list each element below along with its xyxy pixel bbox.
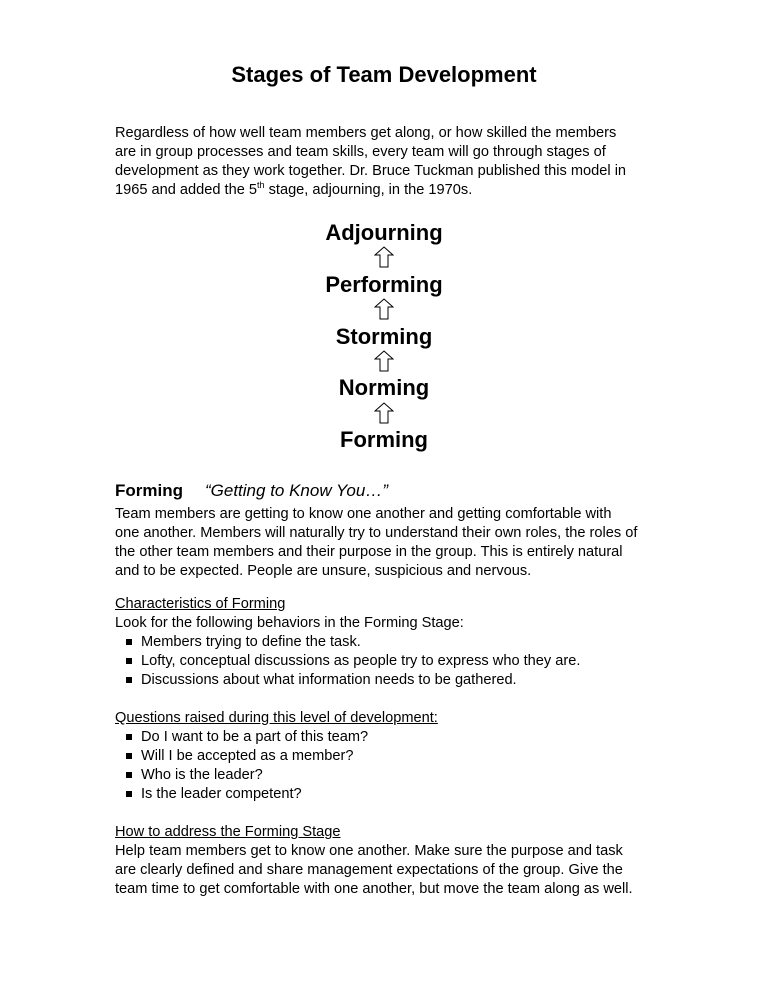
text-line: team time to get comfortable with one another, but move the team along as well. xyxy=(115,881,633,897)
bullet-list xyxy=(115,633,580,690)
subheading: Characteristics of Forming xyxy=(115,596,286,612)
list-item: Is the leader competent? xyxy=(123,785,438,804)
text: stage, adjourning, in the 1970s. xyxy=(264,182,473,198)
stage-norming: Norming xyxy=(338,375,430,400)
stage-adjourning: Adjourning xyxy=(325,220,443,245)
questions-section xyxy=(115,709,438,804)
text-line: one another. Members will naturally try to understand their own roles, the roles of xyxy=(115,525,638,541)
subheading: How to address the Forming Stage xyxy=(115,824,341,840)
list-item: Discussions about what information needs to be gathered. xyxy=(123,671,580,690)
list-item: Will I be accepted as a member? xyxy=(123,747,438,766)
section-title: Forming xyxy=(115,481,183,500)
characteristics-section xyxy=(115,595,580,690)
forming-paragraph xyxy=(115,505,637,581)
text-line xyxy=(115,181,626,200)
up-arrow-icon xyxy=(374,402,394,424)
list-item: Who is the leader? xyxy=(123,766,438,785)
list-item: Do I want to be a part of this team? xyxy=(123,728,438,747)
stage-storming: Storming xyxy=(335,324,433,349)
up-arrow-icon xyxy=(374,298,394,320)
up-arrow-icon xyxy=(374,246,394,268)
text-line: are clearly defined and share management expectations of the group. Give the xyxy=(115,862,623,878)
address-section xyxy=(115,823,633,899)
text-line: are in group processes and team skills, every team will go through stages of xyxy=(115,144,606,160)
text-line: Regardless of how well team members get along, or how skilled the members xyxy=(115,125,617,141)
forming-heading xyxy=(115,481,388,501)
bullet-list xyxy=(115,728,438,804)
text-line: Help team members get to know one another. Make sure the purpose and task xyxy=(115,843,623,859)
subheading: Questions raised during this level of development: xyxy=(115,710,438,726)
intro-paragraph xyxy=(115,124,626,200)
section-subtitle: “Getting to Know You…” xyxy=(205,481,389,500)
text-line: and to be expected. People are unsure, suspicious and nervous. xyxy=(115,563,532,579)
up-arrow-icon xyxy=(374,350,394,372)
stage-forming: Forming xyxy=(340,427,428,452)
page-title: Stages of Team Development xyxy=(231,62,537,87)
stage-performing: Performing xyxy=(325,272,443,297)
list-item: Members trying to define the task. xyxy=(123,633,580,652)
text-line: Team members are getting to know one another and getting comfortable with xyxy=(115,506,612,522)
text-line: development as they work together. Dr. Bruce Tuckman published this model in xyxy=(115,163,627,179)
list-item: Lofty, conceptual discussions as people try to express who they are. xyxy=(123,652,580,671)
superscript: th xyxy=(257,180,265,190)
text: 1965 and added the 5 xyxy=(115,182,258,198)
text-line: Look for the following behaviors in the Forming Stage: xyxy=(115,615,464,631)
text-line: the other team members and their purpose in the group. This is entirely natural xyxy=(115,544,623,560)
